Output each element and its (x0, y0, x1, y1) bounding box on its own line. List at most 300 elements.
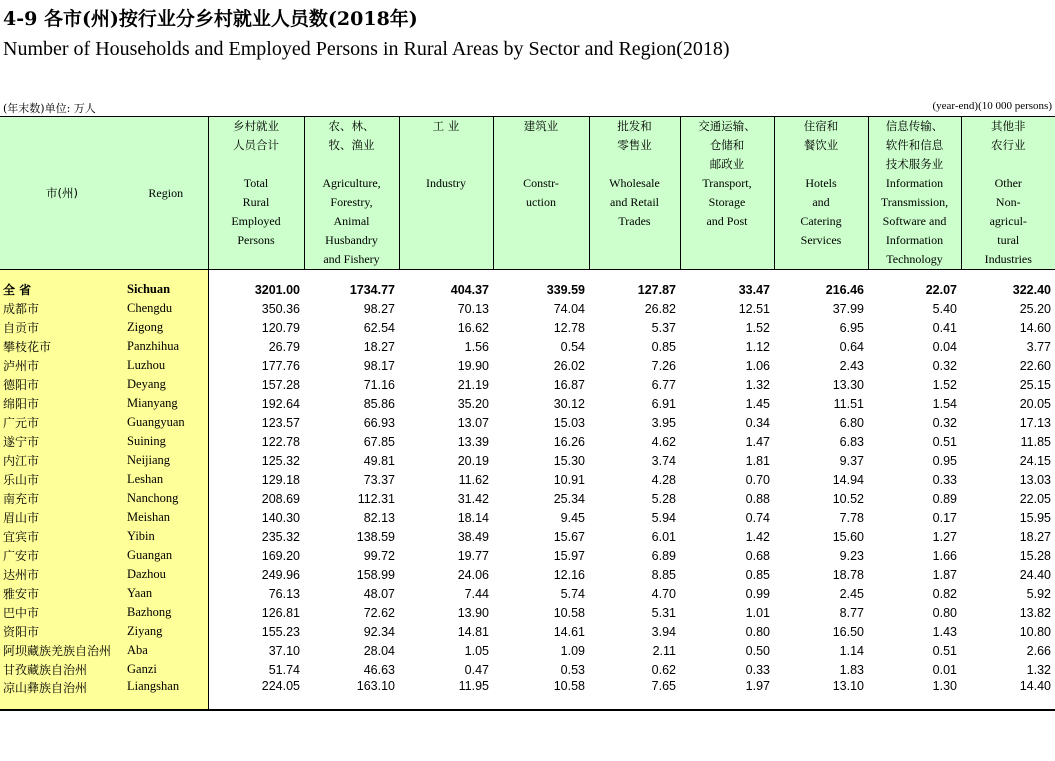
row-value: 138.59 (356, 529, 395, 544)
row-value: 7.78 (839, 510, 864, 525)
header-total (208, 117, 304, 270)
header-wholesale (589, 117, 680, 270)
row-value: 70.13 (457, 301, 489, 316)
table-row (0, 603, 1055, 622)
header-en-line: Wholesale (609, 176, 660, 190)
row-region: Chengdu (124, 299, 208, 318)
header-other (961, 117, 1055, 270)
row-value: 3.77 (1026, 339, 1051, 354)
header-city: 市(州) (0, 117, 124, 270)
row-value: 0.51 (932, 643, 957, 658)
row-city: 巴中市 (0, 603, 124, 622)
row-value: 1.87 (932, 567, 957, 582)
row-value: 1.45 (745, 396, 770, 411)
row-value: 18.14 (457, 510, 489, 525)
row-value: 24.40 (1019, 567, 1051, 582)
row-value: 31.42 (457, 491, 489, 506)
row-value: 112.31 (357, 491, 395, 506)
row-value: 24.06 (457, 567, 489, 582)
row-value: 11.62 (458, 472, 489, 487)
row-value: 66.93 (363, 415, 395, 430)
row-value: 0.99 (745, 586, 770, 601)
table-row (0, 565, 1055, 584)
row-value: 1.32 (1026, 662, 1051, 677)
row-value: 0.85 (651, 339, 676, 354)
page-title-en: Number of Households and Employed Persons in Rural Areas by Sector and Region(2018) (3, 38, 730, 60)
row-value: 25.20 (1019, 301, 1051, 316)
row-value: 26.82 (644, 301, 676, 316)
row-value: 125.32 (261, 453, 300, 468)
header-en-line: Total (243, 176, 269, 190)
row-value: 20.05 (1019, 396, 1051, 411)
header-en-line: Services (800, 233, 842, 247)
row-value: 12.78 (553, 320, 585, 335)
row-value: 0.89 (932, 491, 957, 506)
header-en-line: and (812, 195, 830, 209)
row-value: 13.39 (457, 434, 489, 449)
row-value: 1.05 (464, 643, 489, 658)
row-value: 0.47 (464, 662, 489, 677)
header-construction (493, 117, 589, 270)
row-region: Sichuan (124, 280, 208, 299)
page-title-cn: 4-9 各市(州)按行业分乡村就业人员数(2018年) (3, 8, 418, 30)
header-cn-line: 批发和 (617, 119, 652, 133)
row-value: 14.94 (832, 472, 864, 487)
row-region: Yaan (124, 584, 208, 603)
row-value: 1.66 (932, 548, 957, 563)
row-value: 12.16 (553, 567, 585, 582)
header-cn-line: 邮政业 (709, 157, 745, 171)
header-en-line: and Fishery (323, 252, 380, 266)
row-value: 17.13 (1019, 415, 1051, 430)
table-row (0, 527, 1055, 546)
row-value: 22.05 (1019, 491, 1051, 506)
row-value: 20.19 (457, 453, 489, 468)
header-cn-line: 人员合计 (233, 138, 279, 152)
row-value: 1.32 (745, 377, 770, 392)
row-city: 成都市 (0, 299, 124, 318)
row-value: 0.80 (932, 605, 957, 620)
row-value: 98.17 (363, 358, 395, 373)
header-region: Region (124, 117, 208, 270)
header-cn-line: 工 业 (432, 119, 460, 133)
header-en-line: and Post (706, 214, 748, 228)
row-value: 5.40 (932, 301, 957, 316)
row-value: 10.80 (1019, 624, 1051, 639)
row-region: Aba (124, 641, 208, 660)
row-value: 0.70 (745, 472, 770, 487)
row-value: 1.83 (839, 662, 864, 677)
table-row (0, 546, 1055, 565)
header-en-line: Agriculture, (322, 176, 381, 190)
row-value: 10.91 (553, 472, 585, 487)
row-value: 120.79 (261, 320, 300, 335)
table-row (0, 413, 1055, 432)
row-value: 6.91 (651, 396, 676, 411)
row-region: Ziyang (124, 622, 208, 641)
table-row (0, 451, 1055, 470)
row-city: 攀枝花市 (0, 337, 124, 356)
row-value: 25.15 (1019, 377, 1051, 392)
row-value: 1.30 (868, 679, 961, 710)
table-row (0, 508, 1055, 527)
row-value: 0.68 (745, 548, 770, 563)
row-value: 46.63 (363, 662, 395, 677)
row-city: 泸州市 (0, 356, 124, 375)
header-cn-line: 其他非 (991, 119, 1026, 133)
table-row (0, 641, 1055, 660)
row-value: 2.45 (839, 586, 864, 601)
row-value: 0.85 (745, 567, 770, 582)
row-value: 6.83 (839, 434, 864, 449)
row-value: 0.62 (651, 662, 676, 677)
header-en-line: Transmission, (880, 195, 949, 209)
header-en-line: agricul- (989, 214, 1027, 228)
header-en-line: Animal (333, 214, 370, 228)
header-cn-line: 信息传输、 (885, 119, 944, 133)
row-value: 0.80 (745, 624, 770, 639)
row-city: 阿坝藏族羌族自治州 (0, 641, 124, 660)
row-city: 南充市 (0, 489, 124, 508)
row-value: 15.30 (553, 453, 585, 468)
table-body (0, 270, 1055, 711)
row-value: 6.80 (839, 415, 864, 430)
row-value: 24.15 (1019, 453, 1051, 468)
row-region: Meishan (124, 508, 208, 527)
row-value: 177.76 (261, 358, 300, 373)
row-region: Guangan (124, 546, 208, 565)
header-row (0, 117, 1055, 270)
row-city: 甘孜藏族自治州 (0, 660, 124, 679)
row-value: 0.33 (745, 662, 770, 677)
row-value: 0.51 (932, 434, 957, 449)
row-value: 1.27 (932, 529, 957, 544)
row-value: 235.32 (261, 529, 300, 544)
table-row (0, 280, 1055, 299)
table-row (0, 432, 1055, 451)
row-value: 15.60 (832, 529, 864, 544)
row-value: 129.18 (261, 472, 300, 487)
row-value: 92.34 (363, 624, 395, 639)
row-value: 127.87 (637, 282, 676, 297)
row-value: 26.79 (268, 339, 300, 354)
unit-note-cn: (年末数)单位: 万人 (3, 102, 96, 115)
row-value: 22.60 (1019, 358, 1051, 373)
row-value: 82.13 (363, 510, 395, 525)
row-value: 9.45 (560, 510, 585, 525)
row-city: 乐山市 (0, 470, 124, 489)
row-value: 16.26 (553, 434, 585, 449)
row-value: 11.95 (399, 679, 493, 710)
row-value: 85.86 (363, 396, 395, 411)
row-region: Deyang (124, 375, 208, 394)
row-region: Neijiang (124, 451, 208, 470)
row-value: 16.50 (832, 624, 864, 639)
row-region: Suining (124, 432, 208, 451)
row-value: 249.96 (261, 567, 300, 582)
table-row (0, 318, 1055, 337)
row-region: Yibin (124, 527, 208, 546)
row-city: 绵阳市 (0, 394, 124, 413)
header-en-line: Software and (882, 214, 947, 228)
row-value: 216.46 (825, 282, 864, 297)
header-agriculture (304, 117, 399, 270)
spacer-row (0, 270, 1055, 281)
row-value: 5.92 (1026, 586, 1051, 601)
row-value: 14.40 (961, 679, 1055, 710)
row-city: 达州市 (0, 565, 124, 584)
row-value: 1.12 (745, 339, 770, 354)
row-city: 眉山市 (0, 508, 124, 527)
row-city: 广元市 (0, 413, 124, 432)
row-region: Ganzi (124, 660, 208, 679)
row-value: 339.59 (546, 282, 585, 297)
header-en-line: uction (526, 195, 556, 209)
row-value: 18.78 (832, 567, 864, 582)
header-en-line: Constr- (523, 176, 559, 190)
row-value: 2.11 (652, 643, 676, 658)
header-en-line: Employed (231, 214, 281, 228)
row-value: 37.10 (268, 643, 300, 658)
row-region: Panzhihua (124, 337, 208, 356)
header-cn-line: 牧、渔业 (328, 138, 375, 152)
row-value: 10.58 (553, 605, 585, 620)
row-value: 7.44 (464, 586, 489, 601)
row-value: 37.99 (832, 301, 864, 316)
row-value: 126.81 (261, 605, 300, 620)
row-region: Guangyuan (124, 413, 208, 432)
header-en-line: Hotels (805, 176, 837, 190)
row-value: 14.60 (1019, 320, 1051, 335)
row-value: 7.26 (651, 358, 676, 373)
row-value: 224.05 (208, 679, 304, 710)
row-value: 0.74 (745, 510, 770, 525)
row-value: 140.30 (261, 510, 300, 525)
row-value: 10.52 (832, 491, 864, 506)
header-cn-line: 建筑业 (523, 119, 559, 133)
header-en-line: Transport, (702, 176, 752, 190)
row-value: 3.95 (651, 415, 676, 430)
header-en-line: Forestry, (330, 195, 373, 209)
unit-note-en: (year-end)(10 000 persons) (932, 100, 1052, 112)
header-en-line: Catering (800, 214, 842, 228)
table-row (0, 470, 1055, 489)
row-value: 3.74 (651, 453, 676, 468)
row-value: 3.94 (651, 624, 676, 639)
row-value: 3201.00 (254, 282, 300, 297)
header-cn-line: 技术服务业 (885, 157, 944, 171)
row-city: 资阳市 (0, 622, 124, 641)
row-value: 0.17 (932, 510, 957, 525)
row-value: 22.07 (925, 282, 957, 297)
row-value: 12.51 (738, 301, 770, 316)
row-region: Liangshan (124, 679, 208, 710)
row-value: 0.33 (932, 472, 957, 487)
row-value: 4.70 (651, 586, 676, 601)
table-row (0, 489, 1055, 508)
row-value: 1.47 (745, 434, 770, 449)
row-city: 德阳市 (0, 375, 124, 394)
row-value: 1.14 (839, 643, 864, 658)
row-value: 322.40 (1012, 282, 1051, 297)
row-value: 38.49 (457, 529, 489, 544)
row-region: Mianyang (124, 394, 208, 413)
row-value: 13.03 (1019, 472, 1051, 487)
row-value: 49.81 (363, 453, 395, 468)
row-region: Dazhou (124, 565, 208, 584)
row-city: 雅安市 (0, 584, 124, 603)
header-en-line: Rural (242, 195, 270, 209)
row-value: 0.95 (932, 453, 957, 468)
header-en-line: and Retail (610, 195, 659, 209)
row-value: 122.78 (261, 434, 300, 449)
row-value: 404.37 (450, 282, 489, 297)
row-city: 凉山彝族自治州 (0, 679, 124, 710)
row-value: 19.90 (457, 358, 489, 373)
row-value: 169.20 (261, 548, 300, 563)
row-value: 26.02 (553, 358, 585, 373)
header-en-line: Trades (618, 214, 651, 228)
row-value: 73.37 (363, 472, 395, 487)
table-row (0, 660, 1055, 679)
header-information (868, 117, 961, 270)
row-value: 51.74 (268, 662, 300, 677)
row-value: 1.52 (932, 377, 957, 392)
row-region: Leshan (124, 470, 208, 489)
row-value: 1.56 (464, 339, 489, 354)
row-value: 25.34 (553, 491, 585, 506)
table-row (0, 394, 1055, 413)
row-value: 5.28 (651, 491, 676, 506)
row-value: 0.54 (560, 339, 585, 354)
row-value: 0.34 (745, 415, 770, 430)
row-value: 15.67 (553, 529, 585, 544)
row-value: 7.65 (589, 679, 680, 710)
table-row (0, 299, 1055, 318)
row-value: 1.81 (745, 453, 770, 468)
header-cn-line: 软件和信息 (885, 138, 944, 152)
header-en-line: Industry (426, 176, 466, 190)
row-value: 163.10 (304, 679, 399, 710)
row-value: 16.87 (553, 377, 585, 392)
row-value: 158.99 (356, 567, 395, 582)
table-row (0, 584, 1055, 603)
row-value: 11.85 (1020, 434, 1051, 449)
row-value: 350.36 (261, 301, 300, 316)
row-value: 33.47 (738, 282, 770, 297)
row-region: Luzhou (124, 356, 208, 375)
row-value: 1.01 (745, 605, 770, 620)
row-value: 99.72 (363, 548, 395, 563)
header-en-line: Persons (237, 233, 275, 247)
row-value: 15.95 (1019, 510, 1051, 525)
header-en-line: Information (885, 176, 944, 190)
row-value: 62.54 (363, 320, 395, 335)
row-value: 72.62 (363, 605, 395, 620)
row-value: 157.28 (261, 377, 300, 392)
header-en-line: Industries (984, 252, 1032, 266)
row-city: 遂宁市 (0, 432, 124, 451)
row-value: 74.04 (553, 301, 585, 316)
row-value: 0.01 (932, 662, 957, 677)
row-value: 9.23 (839, 548, 864, 563)
row-region: Nanchong (124, 489, 208, 508)
row-value: 5.94 (651, 510, 676, 525)
row-value: 14.61 (553, 624, 585, 639)
row-value: 0.50 (745, 643, 770, 658)
header-cn-line: 交通运输、 (698, 119, 756, 133)
row-value: 1.54 (932, 396, 957, 411)
header-en-line: Other (994, 176, 1022, 190)
row-value: 1.52 (745, 320, 770, 335)
table-row (0, 622, 1055, 641)
row-value: 13.90 (457, 605, 489, 620)
table-row (0, 337, 1055, 356)
row-value: 13.82 (1019, 605, 1051, 620)
row-value: 67.85 (363, 434, 395, 449)
row-value: 21.19 (457, 377, 489, 392)
header-hotels (774, 117, 868, 270)
row-value: 1734.77 (349, 282, 395, 297)
row-value: 48.07 (363, 586, 395, 601)
data-table (0, 116, 1055, 711)
row-value: 0.04 (932, 339, 957, 354)
row-value: 5.74 (560, 586, 585, 601)
header-cn-line: 住宿和 (803, 119, 839, 133)
row-region: Bazhong (124, 603, 208, 622)
row-value: 14.81 (457, 624, 489, 639)
row-value: 6.95 (839, 320, 864, 335)
table-row (0, 375, 1055, 394)
row-value: 10.58 (493, 679, 589, 710)
header-industry (399, 117, 493, 270)
row-value: 208.69 (261, 491, 300, 506)
header-en-line: Husbandry (325, 233, 378, 247)
row-value: 35.20 (457, 396, 489, 411)
row-value: 2.66 (1026, 643, 1051, 658)
row-city: 宜宾市 (0, 527, 124, 546)
table-row (0, 356, 1055, 375)
row-value: 30.12 (553, 396, 585, 411)
header-cn-line: 餐饮业 (803, 138, 839, 152)
row-value: 2.43 (839, 358, 864, 373)
row-value: 16.62 (457, 320, 489, 335)
header-cn-line: 零售业 (617, 138, 652, 152)
row-value: 0.82 (932, 586, 957, 601)
row-value: 5.31 (651, 605, 676, 620)
row-value: 0.88 (745, 491, 770, 506)
header-en-line: Storage (708, 195, 746, 209)
row-value: 8.77 (839, 605, 864, 620)
row-value: 11.51 (833, 396, 864, 411)
row-value: 155.23 (261, 624, 300, 639)
row-value: 15.97 (553, 548, 585, 563)
row-value: 18.27 (363, 339, 395, 354)
header-en-line: Technology (886, 252, 943, 266)
table-row (0, 679, 1055, 710)
row-region: Zigong (124, 318, 208, 337)
row-value: 9.37 (839, 453, 864, 468)
row-value: 5.37 (651, 320, 676, 335)
row-value: 4.28 (651, 472, 676, 487)
row-city: 广安市 (0, 546, 124, 565)
row-value: 8.85 (651, 567, 676, 582)
row-value: 0.64 (839, 339, 864, 354)
row-value: 123.57 (261, 415, 300, 430)
row-city: 全 省 (0, 280, 124, 299)
row-value: 0.32 (932, 358, 957, 373)
row-value: 13.10 (774, 679, 868, 710)
